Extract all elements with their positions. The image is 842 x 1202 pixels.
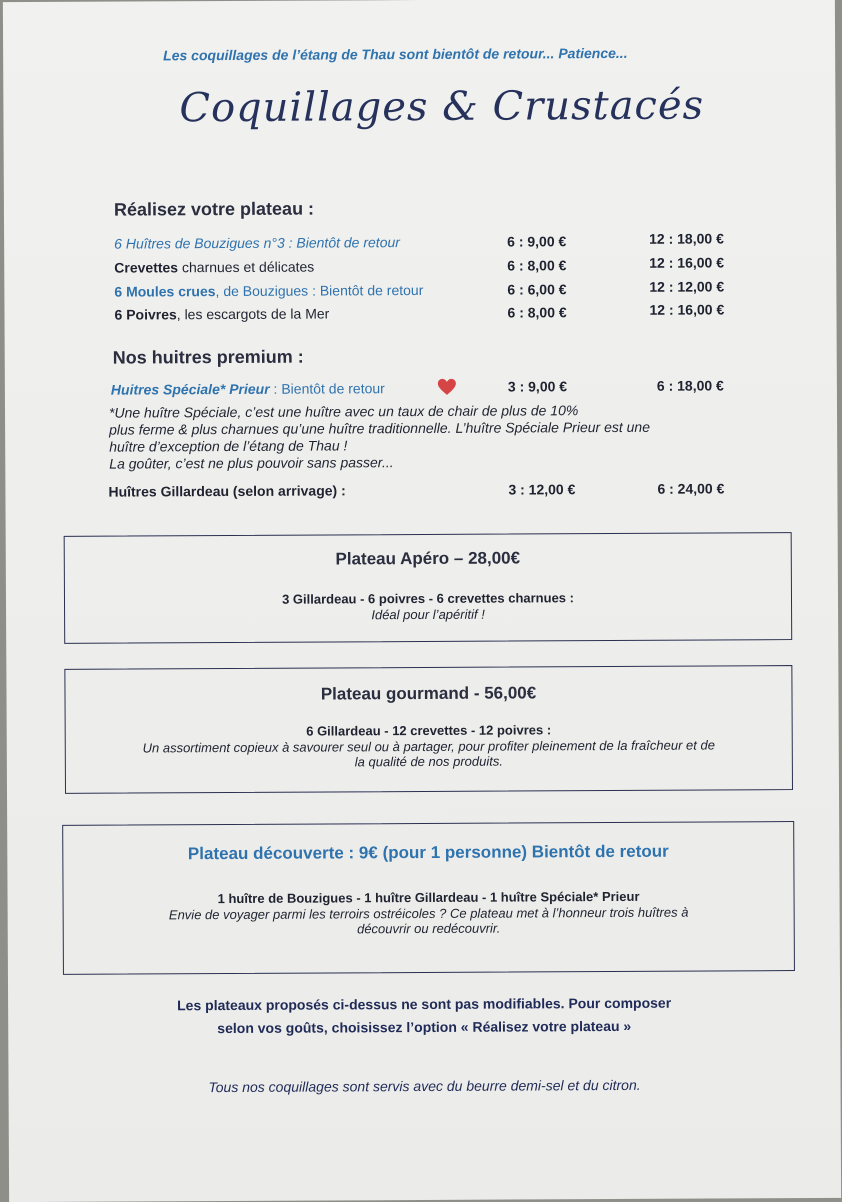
- plateau-note: découvrir ou redécouvrir.: [357, 920, 501, 937]
- section-heading-premium-oysters: Nos huitres premium :: [112, 346, 304, 368]
- section-heading-make-your-platter: Réalisez votre plateau :: [113, 198, 315, 220]
- price-12: 12 : 12,00 €: [649, 278, 725, 295]
- plateau-contents: 1 huître de Bouzigues - 1 huître Gillardeau - 1 huître Spéciale* Prieur: [217, 888, 640, 907]
- item-name: Huitres Spéciale* Prieur: [110, 380, 270, 398]
- plateau-note: Envie de voyager parmi les terroirs ostréicoles ? Ce plateau met à l’honneur trois huîtres à: [168, 904, 689, 923]
- price-6: 6 : 9,00 €: [507, 233, 567, 250]
- notice-text: Les coquillages de l’étang de Thau sont bientôt de retour... Patience...: [163, 44, 628, 64]
- price-6: 6 : 6,00 €: [507, 281, 567, 298]
- price-6: 6 : 8,00 €: [507, 257, 567, 274]
- plateau-gourmand-box: [64, 665, 793, 794]
- item-name: 6 Poivres: [114, 306, 177, 323]
- item-name: 6 Moules crues: [114, 283, 216, 300]
- price-3: 3 : 12,00 €: [508, 481, 576, 498]
- price-6: 6 : 24,00 €: [657, 480, 725, 497]
- price-12: 12 : 18,00 €: [649, 230, 724, 247]
- description-line: plus ferme & plus charnues qu’une huître traditionnelle. L’huître Spéciale Prieur est une: [109, 418, 651, 438]
- plateau-contents: 3 Gillardeau - 6 poivres - 6 crevettes charnues :: [282, 590, 574, 607]
- plateau-title: Plateau gourmand - 56,00€: [320, 683, 537, 704]
- service-note: Tous nos coquillages sont servis avec du beurre demi-sel et du citron.: [208, 1076, 641, 1096]
- price-6: 6 : 18,00 €: [656, 377, 724, 394]
- page-title: Coquillages & Crustacés: [179, 82, 705, 132]
- price-6: 6 : 8,00 €: [507, 304, 567, 321]
- item-name: Crevettes: [114, 259, 179, 276]
- plateau-title: Plateau découverte : 9€ (pour 1 personne) Bientôt de retour: [187, 841, 669, 864]
- menu-row-crevettes: [114, 259, 314, 276]
- plateau-apero-box: [64, 532, 793, 644]
- menu-page: [3, 0, 841, 1202]
- plateau-note: la qualité de nos produits.: [354, 753, 503, 770]
- price-12: 12 : 16,00 €: [649, 301, 725, 318]
- menu-row-gillardeau: Huîtres Gillardeau (selon arrivage) :: [108, 482, 346, 500]
- plateau-title: Plateau Apéro – 28,00€: [335, 548, 521, 569]
- plateau-note: Un assortiment copieux à savourer seul ou à partager, pour profiter pleinement de la fraîcheur et de: [142, 737, 715, 756]
- item-detail: , de Bouzigues : Bientôt de retour: [215, 281, 424, 300]
- price-3: 3 : 9,00 €: [507, 378, 568, 395]
- description-line: La goûter, c’est ne plus pouvoir sans passer...: [109, 454, 394, 472]
- menu-row-speciale-prieur: [111, 380, 385, 397]
- item-detail: charnues et délicates: [178, 258, 315, 276]
- menu-row-moules: [114, 282, 423, 300]
- description-line: *Une huître Spéciale, c’est une huître avec un taux de chair de plus de 10%: [108, 402, 579, 421]
- item-detail: , les escargots de la Mer: [176, 305, 330, 323]
- menu-row-bouzigues: [114, 234, 400, 251]
- heart-icon: [437, 378, 457, 396]
- price-12: 12 : 16,00 €: [649, 254, 725, 271]
- menu-row-poivres: [114, 305, 329, 322]
- plateau-note: Idéal pour l’apéritif !: [371, 606, 485, 623]
- description-line: huître d’exception de l’étang de Thau !: [109, 437, 348, 455]
- item-name: 6 Huîtres de Bouzigues n°3: [114, 234, 285, 252]
- plateau-decouverte-box: [62, 821, 795, 975]
- item-detail: : Bientôt de retour: [284, 234, 400, 251]
- footer-note-line: selon vos goûts, choisissez l’option « Réalisez votre plateau »: [217, 1017, 632, 1037]
- plateau-contents: 6 Gillardeau - 12 crevettes - 12 poivres :: [306, 722, 552, 739]
- item-detail: : Bientôt de retour: [269, 380, 385, 397]
- footer-note-line: Les plateaux proposés ci-dessus ne sont pas modifiables. Pour composer: [177, 994, 672, 1014]
